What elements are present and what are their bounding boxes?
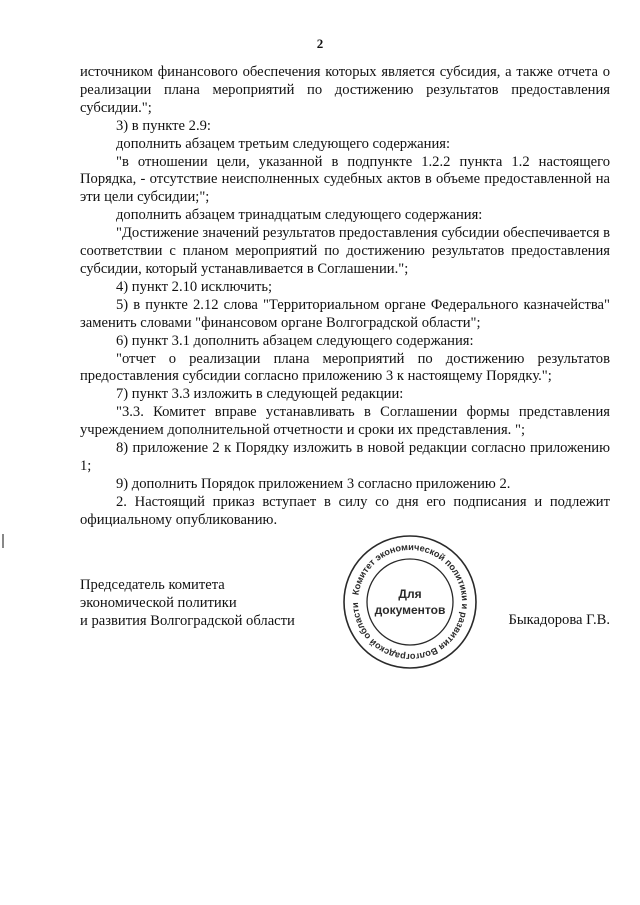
paragraph: "отчет о реализации плана мероприятий по достижению результатов предоставления субсидии согласно приложению 3 к настоящему Порядку.";: [80, 350, 610, 385]
paragraph: 8) приложение 2 к Порядку изложить в новой редакции согласно приложению 1;: [80, 440, 610, 474]
page-number: 2: [316, 36, 324, 51]
margin-mark: [2, 534, 4, 548]
paragraph: "3.3. Комитет вправе устанавливать в Соглашении формы представления учреждением дополнительной отчетности и сроки их представления. ";: [80, 404, 610, 439]
signatory-position: [80, 576, 295, 630]
paragraph: 4) пункт 2.10 исключить;: [116, 278, 273, 295]
stamp-outer-ring: [344, 536, 476, 668]
stamp-center-line-2: документов: [374, 603, 446, 617]
paragraph: 3) в пункте 2.9:: [116, 117, 211, 134]
official-stamp: [340, 532, 480, 672]
paragraph: источником финансового обеспечения которых является субсидия, а также отчета о реализации плана мероприятий по достижению результатов предоставления субсидии.";: [80, 64, 610, 116]
paragraph: "в отношении цели, указанной в подпункте 1.2.2 пункта 1.2 настоящего Порядка, - отсутствие неисполненных судебных актов в объеме предоставленной на эти цели субсидии;";: [80, 153, 610, 206]
document-body: [80, 64, 610, 530]
stamp-inner-ring: [367, 559, 453, 645]
paragraph: 2. Настоящий приказ вступает в силу со дня его подписания и подлежит официальному опубликованию.: [80, 493, 610, 528]
stamp-ring-text: Комитет экономической политики и развития Волгоградской области: [349, 541, 471, 663]
paragraph: 9) дополнить Порядок приложением 3 согласно приложению 2.: [116, 475, 511, 492]
signatory-position-line-2: экономической политики: [80, 595, 237, 611]
signatory-position-line-3: и развития Волгоградской области: [80, 613, 295, 629]
paragraph: дополнить абзацем тринадцатым следующего содержания:: [116, 207, 483, 224]
stamp-center-line-1: Для: [398, 587, 422, 601]
paragraph: 5) в пункте 2.12 слова "Территориальном органе Федерального казначейства" заменить словами "финансовом органе Волгоградской области";: [80, 296, 610, 331]
paragraph: 7) пункт 3.3 изложить в следующей редакции:: [116, 386, 404, 403]
signatory-name: Быкадорова Г.В.: [508, 612, 610, 628]
paragraph: дополнить абзацем третьим следующего содержания:: [116, 135, 451, 152]
signatory-position-line-1: Председатель комитета: [80, 577, 225, 593]
paragraph: "Достижение значений результатов предоставления субсидии обеспечивается в соответствии с планом мероприятий по достижению результатов предоставления субсидии, который устанавливается в Соглашении.";: [80, 225, 610, 277]
paragraph: 6) пункт 3.1 дополнить абзацем следующего содержания:: [116, 332, 474, 349]
